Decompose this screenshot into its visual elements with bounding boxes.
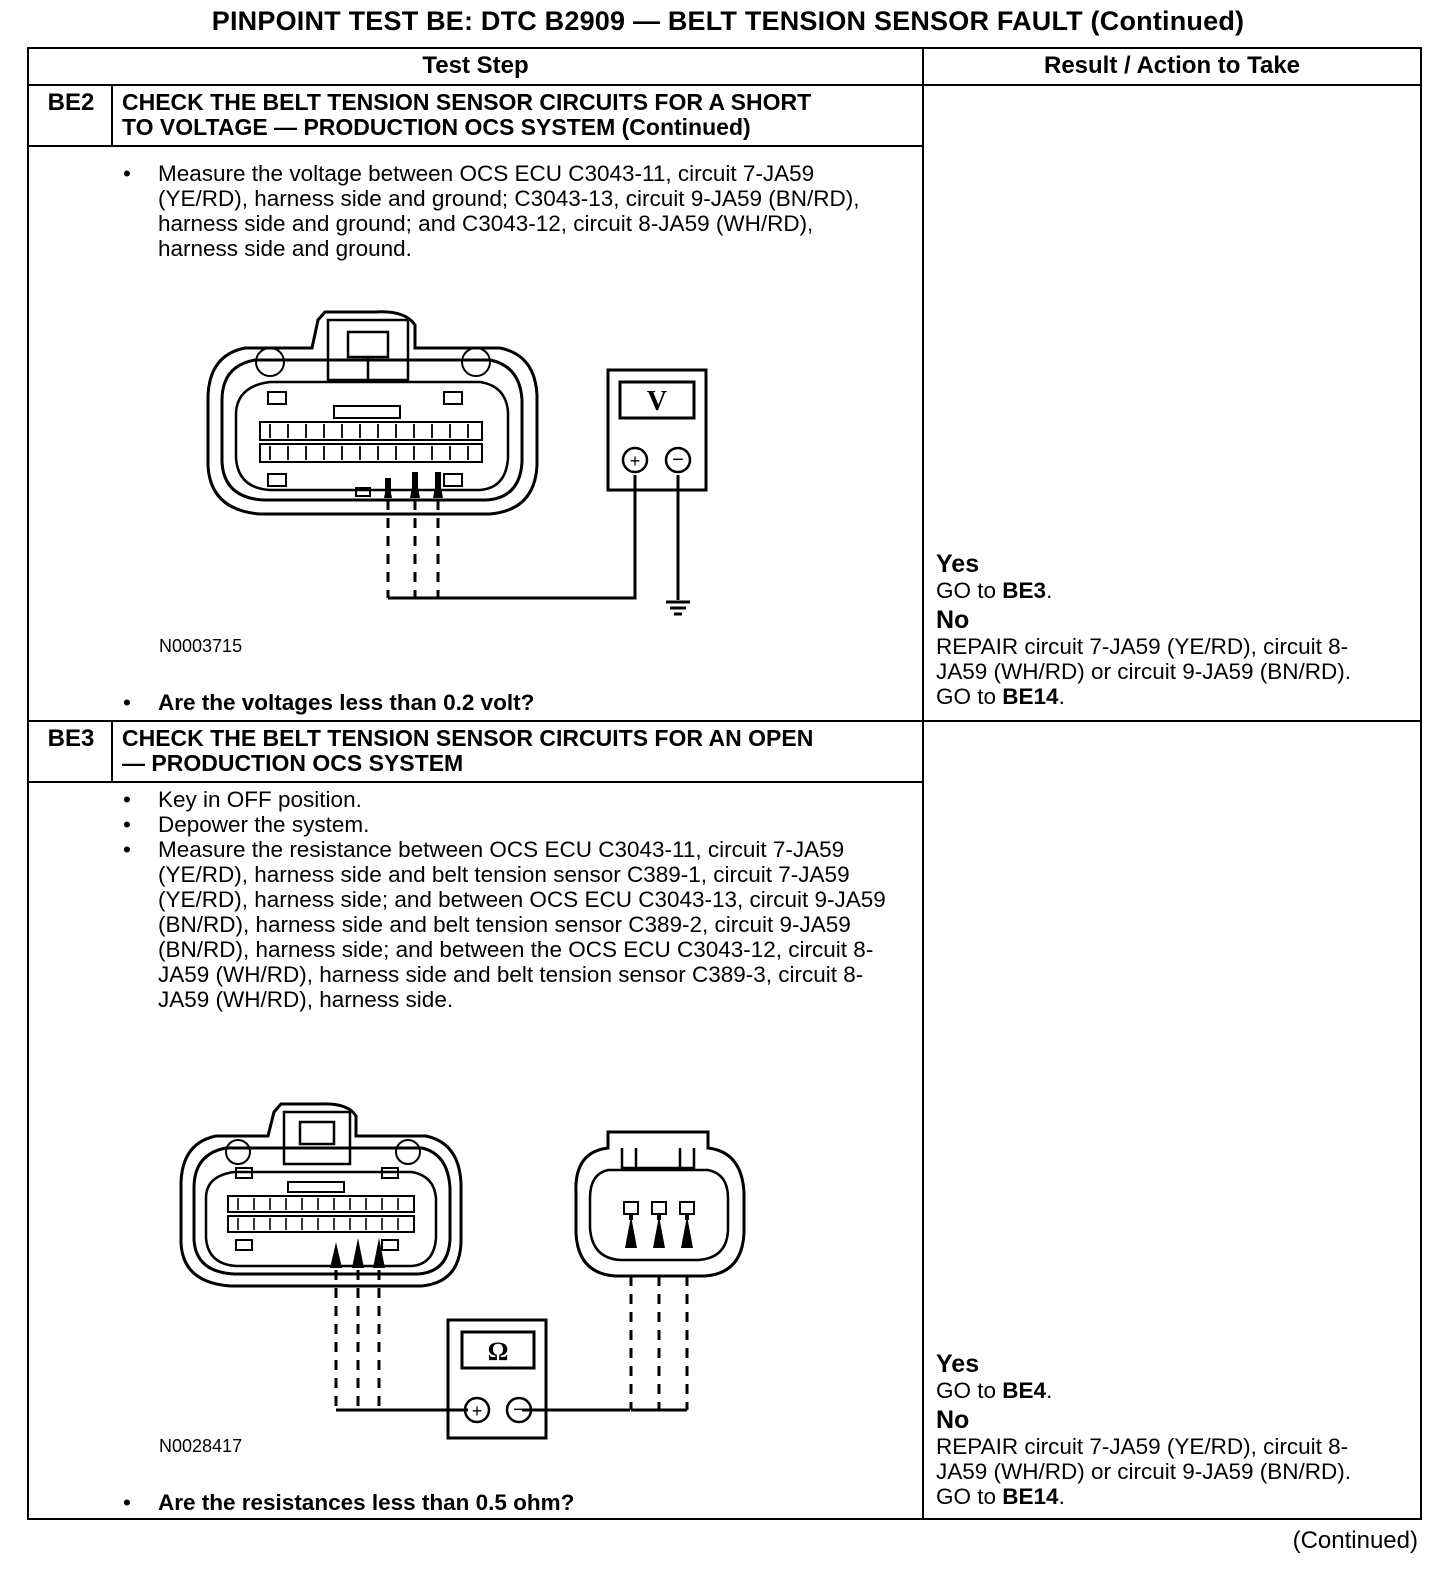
yes-target-link[interactable]: BE3 <box>1002 578 1047 603</box>
voltage-test-diagram <box>200 300 720 620</box>
step-title <box>122 90 912 140</box>
header-rule <box>27 84 1422 86</box>
svg-text:−: − <box>513 1399 525 1421</box>
id-divider-be2 <box>111 84 113 146</box>
svg-text:+: + <box>471 1401 483 1421</box>
continued-note: (Continued) <box>1292 1527 1418 1554</box>
id-divider-be3 <box>111 720 113 782</box>
yes-label: Yes <box>936 1350 980 1378</box>
meter-symbol: Ω <box>487 1337 509 1366</box>
no-label: No <box>936 1406 970 1434</box>
result-block: Yes GO to BE3. No REPAIR circuit 7-JA59 (YE/RD), circuit 8-JA59 (WH/RD) or circuit 9-JA59 (BN/RD). GO to BE14. <box>936 551 1406 709</box>
step-id: BE2 <box>47 89 95 116</box>
column-header-result: Result / Action to Take <box>1043 52 1301 79</box>
svg-text:−: − <box>672 449 684 471</box>
no-text: REPAIR circuit 7-JA59 (YE/RD), circuit 8-JA59 (WH/RD) or circuit 9-JA59 (BN/RD). GO to <box>936 634 1352 709</box>
svg-text:+: + <box>629 451 641 471</box>
step-question: • Are the voltages less than 0.2 volt? <box>120 690 910 715</box>
no-text: REPAIR circuit 7-JA59 (YE/RD), circuit 8-JA59 (WH/RD) or circuit 9-JA59 (BN/RD). GO to <box>936 1434 1352 1509</box>
title-rule-be3 <box>27 781 923 783</box>
title-rule-be2 <box>27 145 923 147</box>
figure-id: N0028417 <box>159 1436 243 1456</box>
step-title-line: TO VOLTAGE — PRODUCTION OCS SYSTEM (Continued) <box>122 114 751 140</box>
step-title-line: CHECK THE BELT TENSION SENSOR CIRCUITS FOR AN OPEN <box>122 725 814 751</box>
instruction-item: • Depower the system. <box>120 812 910 837</box>
result-block: Yes GO to BE4. No REPAIR circuit 7-JA59 (YE/RD), circuit 8-JA59 (WH/RD) or circuit 9-JA59 (BN/RD). GO to BE14. <box>936 1351 1406 1509</box>
resistance-test-diagram <box>176 1098 756 1443</box>
page-title: PINPOINT TEST BE: DTC B2909 — BELT TENSION SENSOR FAULT (Continued) <box>211 6 1245 36</box>
yes-text: GO to <box>936 1378 1003 1403</box>
figure-id: N0003715 <box>159 636 243 656</box>
column-header-test-step: Test Step <box>422 52 529 79</box>
instruction-list <box>120 787 910 1012</box>
step-id: BE3 <box>47 725 95 752</box>
step-title <box>122 726 912 776</box>
instruction-item: • Key in OFF position. <box>120 787 910 812</box>
meter-symbol: V <box>646 386 668 417</box>
instruction-item: • Measure the voltage between OCS ECU C3043-11, circuit 7-JA59 (YE/RD), harness side and ground; C3043-13, circuit 9-JA59 (BN/RD), harness side and ground; and C3043-12, circuit 8-JA59 (WH/RD), harness side and ground. <box>120 161 878 261</box>
step-title-line: — PRODUCTION OCS SYSTEM <box>122 750 464 776</box>
step-divider <box>27 720 1422 722</box>
yes-text: GO to <box>936 578 1003 603</box>
step-title-line: CHECK THE BELT TENSION SENSOR CIRCUITS FOR A SHORT <box>122 89 812 115</box>
no-label: No <box>936 606 970 634</box>
column-divider <box>922 47 924 1520</box>
no-target-link[interactable]: BE14 <box>1002 684 1059 709</box>
step-question: • Are the resistances less than 0.5 ohm? <box>120 1490 910 1515</box>
yes-target-link[interactable]: BE4 <box>1002 1378 1047 1403</box>
yes-label: Yes <box>936 550 980 578</box>
no-target-link[interactable]: BE14 <box>1002 1484 1059 1509</box>
instruction-item: • Measure the resistance between OCS ECU C3043-11, circuit 7-JA59 (YE/RD), harness side and belt tension sensor C389-1, circuit 7-JA59 (YE/RD), harness side; and between OCS ECU C3043-13, circuit 9-JA59 (BN/RD), harness side and belt tension sensor C389-2, circuit 9-JA59 (BN/RD), harness side; and between the OCS ECU C3043-12, circuit 8-JA59 (WH/RD), harness side and belt tension sensor C389-3, circuit 8-JA59 (WH/RD), harness side. <box>120 837 888 1012</box>
instruction-list <box>120 161 910 261</box>
